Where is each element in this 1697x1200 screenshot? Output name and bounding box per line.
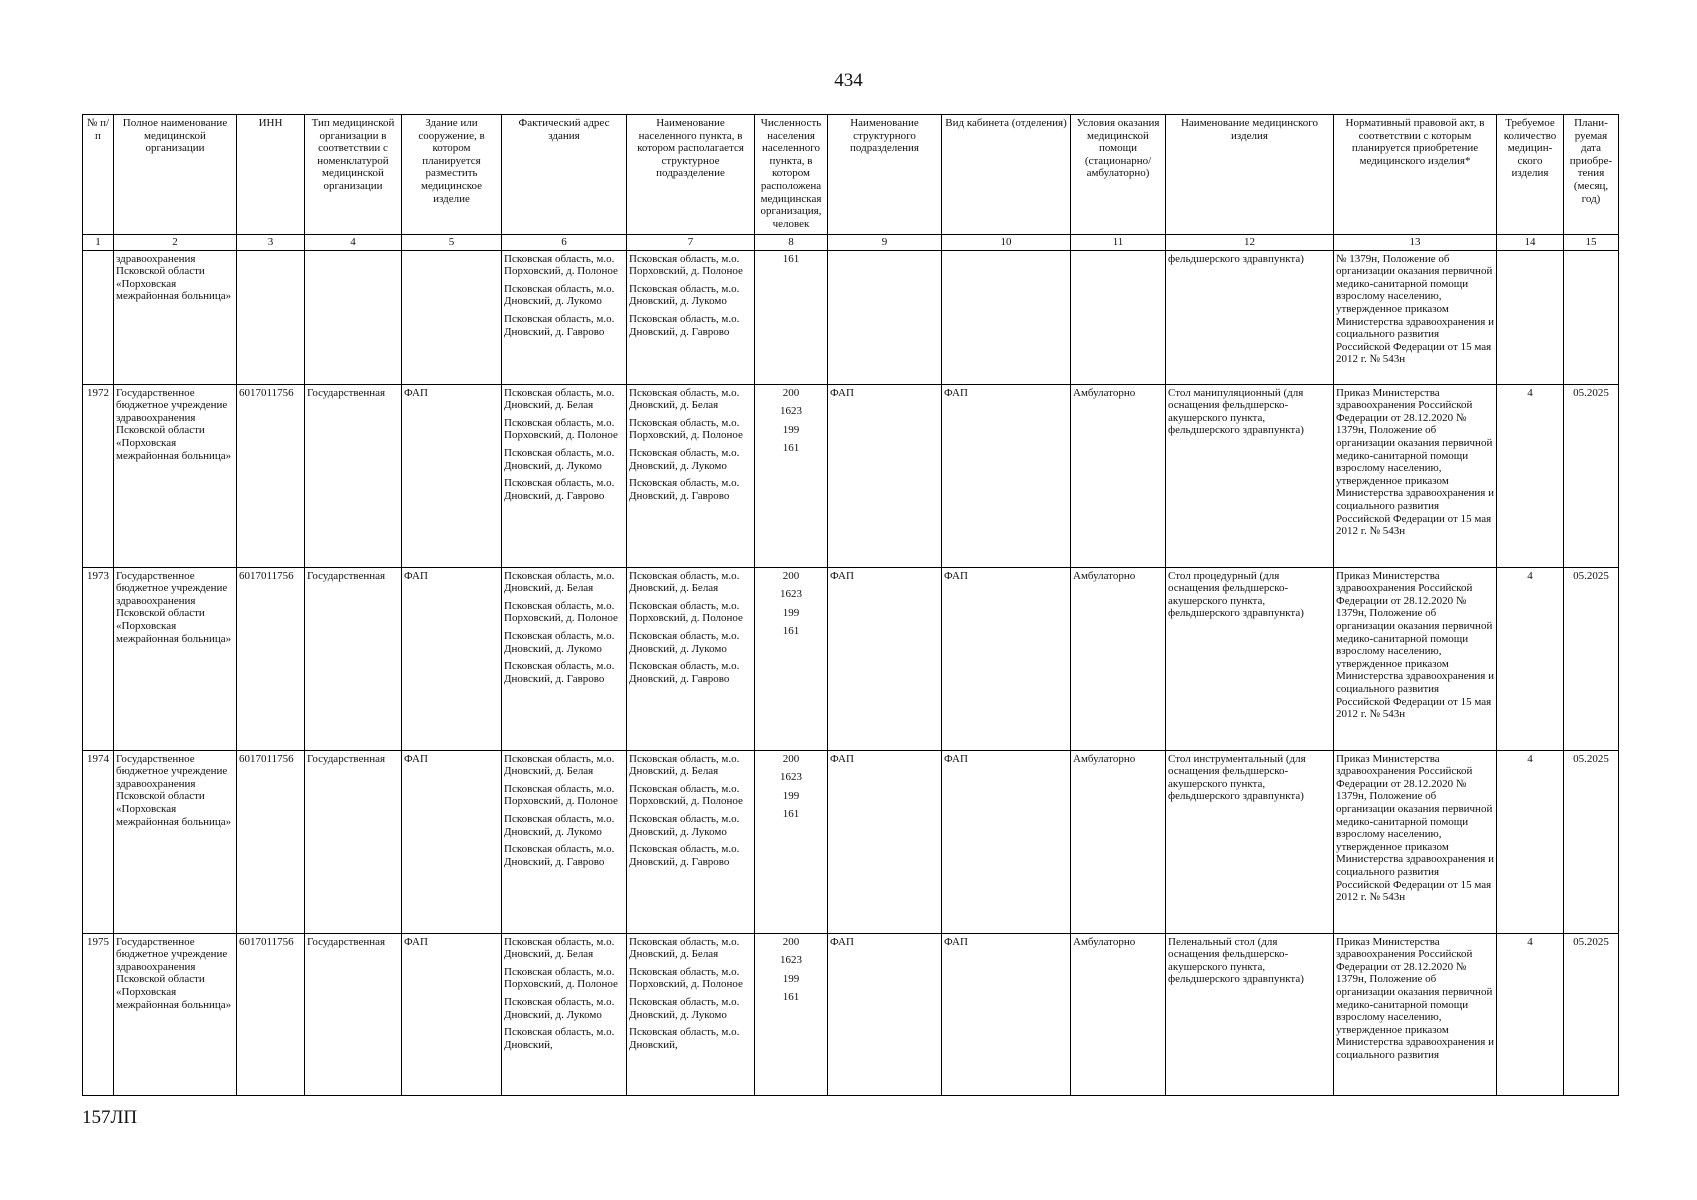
cell-date <box>1564 250 1619 384</box>
cell-population <box>755 384 828 567</box>
address-item: Псковская область, м.о. Дновский, д. Белая <box>504 569 615 595</box>
page-number: 434 <box>834 70 863 91</box>
column-number: 4 <box>305 235 402 251</box>
population-value: 1623 <box>780 588 802 601</box>
cell-cabinet <box>942 250 1071 384</box>
column-header: Наименование населенного пункта, в котором располагается структурное подразделение <box>627 115 755 235</box>
cell-device: Пеленальный стол (для оснащения фельдшерско-акушерского пункта, фельдшерского здравпункта) <box>1166 933 1334 1095</box>
population-value: 199 <box>782 789 800 802</box>
cell-qty: 4 <box>1497 567 1564 750</box>
cell-inn: 6017011756 <box>237 567 305 750</box>
cell-addresses <box>502 750 627 933</box>
cell-building <box>402 250 502 384</box>
population-value: 200 <box>782 569 800 582</box>
cell-population <box>755 250 828 384</box>
address-item: Псковская область, м.о. Дновский, д. Лукомо <box>504 282 615 308</box>
locality-item: Псковская область, м.о. Порховский, д. Полоное <box>629 782 743 808</box>
address-item: Псковская область, м.о. Дновский, д. Белая <box>504 752 615 778</box>
column-number: 8 <box>755 235 828 251</box>
cell-num <box>83 250 114 384</box>
cell-localities <box>627 750 755 933</box>
cell-localities <box>627 567 755 750</box>
locality-item: Псковская область, м.о. Дновский, д. Гаврово <box>629 660 740 685</box>
cell-localities <box>627 250 755 384</box>
table-row <box>83 384 1619 567</box>
column-header: Нормативный правовой акт, в соответствии с которым планируется приобретение медицинского изделия* <box>1334 115 1497 235</box>
cell-type: Государственная <box>305 933 402 1095</box>
locality-item: Псковская область, м.о. Дновский, д. Гаврово <box>629 477 740 502</box>
table-row <box>83 567 1619 750</box>
cell-qty: 4 <box>1497 933 1564 1095</box>
population-value: 199 <box>782 423 800 436</box>
locality-item: Псковская область, м.о. Дновский, д. Гаврово <box>629 312 740 338</box>
cell-subdivision <box>828 250 942 384</box>
column-number: 3 <box>237 235 305 251</box>
equipment-register-table <box>82 114 1619 1096</box>
cell-date: 05.2025 <box>1564 750 1619 933</box>
cell-act: Приказ Министерства здравоохранения Российской Федерации от 28.12.2020 № 1379н, Положение об организации оказания первичной медико-санитарной помощи взрослому населению, утвержденное приказом Министерства здравоохранения и социального развития Российской Федерации от 15 мая 2012 г. № 543н <box>1334 750 1497 933</box>
locality-item: Псковская область, м.о. Дновский, <box>629 1026 740 1051</box>
column-header: Тип медицинской организации в соответствии с номенклатурой медицинской организации <box>305 115 402 235</box>
column-header: № п/п <box>83 115 114 235</box>
header-row <box>83 115 1619 235</box>
column-header: Требуемое количество медицин-ского изделия <box>1497 115 1564 235</box>
cell-cabinet: ФАП <box>942 384 1071 567</box>
column-number: 5 <box>402 235 502 251</box>
address-item: Псковская область, м.о. Дновский, д. Лукомо <box>504 812 615 838</box>
cell-conditions: Амбулаторно <box>1071 933 1166 1095</box>
population-value: 200 <box>782 935 800 948</box>
cell-inn: 6017011756 <box>237 384 305 567</box>
locality-item: Псковская область, м.о. Порховский, д. Полоное <box>629 965 743 991</box>
cell-building: ФАП <box>402 384 502 567</box>
cell-population <box>755 567 828 750</box>
cell-date: 05.2025 <box>1564 933 1619 1095</box>
column-number: 13 <box>1334 235 1497 251</box>
population-value: 199 <box>782 606 800 619</box>
population-value: 200 <box>782 752 800 765</box>
cell-org: Государственное бюджетное учреждение здравоохранения Псковской области «Порховская межрайонная больница» <box>114 750 237 933</box>
column-header: Наименование структурного подразделения <box>828 115 942 235</box>
cell-type: Государственная <box>305 750 402 933</box>
locality-item: Псковская область, м.о. Дновский, д. Белая <box>629 752 740 778</box>
cell-population <box>755 933 828 1095</box>
address-item: Псковская область, м.о. Порховский, д. Полоное <box>504 416 618 442</box>
cell-localities <box>627 384 755 567</box>
address-item: Псковская область, м.о. Дновский, д. Лукомо <box>504 629 615 655</box>
column-number: 2 <box>114 235 237 251</box>
address-item: Псковская область, м.о. Дновский, д. Белая <box>504 935 615 961</box>
population-value: 200 <box>782 386 800 399</box>
cell-device: Стол процедурный (для оснащения фельдшерско-акушерского пункта, фельдшерского здравпункта) <box>1166 567 1334 750</box>
address-item: Псковская область, м.о. Дновский, д. Гаврово <box>504 312 615 338</box>
column-number: 9 <box>828 235 942 251</box>
cell-cabinet: ФАП <box>942 567 1071 750</box>
cell-org: Государственное бюджетное учреждение здравоохранения Псковской области «Порховская межрайонная больница» <box>114 567 237 750</box>
population-value: 161 <box>782 625 800 638</box>
address-item: Псковская область, м.о. Дновский, д. Гаврово <box>504 660 615 685</box>
column-header: Наименование медицинского изделия <box>1166 115 1334 235</box>
locality-item: Псковская область, м.о. Дновский, д. Белая <box>629 386 740 412</box>
population-value: 161 <box>782 252 800 265</box>
cell-type <box>305 250 402 384</box>
column-number: 14 <box>1497 235 1564 251</box>
locality-item: Псковская область, м.о. Дновский, д. Лукомо <box>629 812 740 838</box>
cell-date: 05.2025 <box>1564 567 1619 750</box>
column-number: 1 <box>83 235 114 251</box>
cell-addresses <box>502 250 627 384</box>
cell-conditions: Амбулаторно <box>1071 750 1166 933</box>
cell-building: ФАП <box>402 933 502 1095</box>
column-number-row <box>83 235 1619 251</box>
locality-item: Псковская область, м.о. Дновский, д. Белая <box>629 569 740 595</box>
cell-num: 1975 <box>83 933 114 1095</box>
cell-subdivision: ФАП <box>828 384 942 567</box>
cell-org: Государственное бюджетное учреждение здравоохранения Псковской области «Порховская межрайонная больница» <box>114 384 237 567</box>
cell-subdivision: ФАП <box>828 933 942 1095</box>
cell-device: Стол инструментальный (для оснащения фельдшерско-акушерского пункта, фельдшерского здравпункта) <box>1166 750 1334 933</box>
cell-act: Приказ Министерства здравоохранения Российской Федерации от 28.12.2020 № 1379н, Положение об организации оказания первичной медико-санитарной помощи взрослому населению, утвержденное приказом Министерства здравоохранения и социального развития Российской Федерации от 15 мая 2012 г. № 543н <box>1334 567 1497 750</box>
table-row <box>83 933 1619 1095</box>
cell-conditions: Амбулаторно <box>1071 567 1166 750</box>
column-header: Численность населения населенного пункта, в котором расположена медицинская организация, человек <box>755 115 828 235</box>
cell-qty: 4 <box>1497 384 1564 567</box>
cell-building: ФАП <box>402 750 502 933</box>
population-value: 1623 <box>780 954 802 967</box>
cell-date: 05.2025 <box>1564 384 1619 567</box>
table-row-continued <box>83 250 1619 384</box>
address-item: Псковская область, м.о. Порховский, д. Полоное <box>504 782 618 808</box>
cell-type: Государственная <box>305 384 402 567</box>
table-row <box>83 750 1619 933</box>
address-item: Псковская область, м.о. Дновский, д. Лукомо <box>504 995 615 1021</box>
population-value: 161 <box>782 808 800 821</box>
address-item: Псковская область, м.о. Порховский, д. Полоное <box>504 599 618 625</box>
column-number: 12 <box>1166 235 1334 251</box>
locality-item: Псковская область, м.о. Порховский, д. Полоное <box>629 416 743 442</box>
cell-device: фельдшерского здравпункта) <box>1166 250 1334 384</box>
cell-org: здравоохранения Псковской области «Порховская межрайонная больница» <box>114 250 237 384</box>
population-value: 161 <box>782 991 800 1004</box>
locality-item: Псковская область, м.о. Дновский, д. Лукомо <box>629 995 740 1021</box>
locality-item: Псковская область, м.о. Порховский, д. Полоное <box>629 599 743 625</box>
cell-subdivision: ФАП <box>828 567 942 750</box>
address-item: Псковская область, м.о. Дновский, д. Гаврово <box>504 843 615 868</box>
column-header: Вид кабинета (отделения) <box>942 115 1071 235</box>
address-item: Псковская область, м.о. Порховский, д. Полоное <box>504 252 618 278</box>
address-item: Псковская область, м.о. Дновский, д. Белая <box>504 386 615 412</box>
cell-addresses <box>502 933 627 1095</box>
column-header: Здание или сооружение, в котором планируется разместить медицинское изделие <box>402 115 502 235</box>
cell-act: № 1379н, Положение об организации оказания первичной медико-санитарной помощи взрослому населению, утвержденное приказом Министерства здравоохранения и социального развития Российской Федерации от 15 мая 2012 г. № 543н <box>1334 250 1497 384</box>
cell-conditions <box>1071 250 1166 384</box>
population-value: 1623 <box>780 405 802 418</box>
population-value: 161 <box>782 442 800 455</box>
population-value: 1623 <box>780 771 802 784</box>
column-header: ИНН <box>237 115 305 235</box>
cell-addresses <box>502 384 627 567</box>
cell-act: Приказ Министерства здравоохранения Российской Федерации от 28.12.2020 № 1379н, Положение об организации оказания первичной медико-санитарной помощи взрослому населению, утвержденное приказом Министерства здравоохранения и социального развития Российской Федерации от 15 мая 2012 г. № 543н <box>1334 384 1497 567</box>
cell-localities <box>627 933 755 1095</box>
column-number: 7 <box>627 235 755 251</box>
column-number: 11 <box>1071 235 1166 251</box>
address-item: Псковская область, м.о. Дновский, <box>504 1026 615 1051</box>
cell-org: Государственное бюджетное учреждение здравоохранения Псковской области «Порховская межрайонная больница» <box>114 933 237 1095</box>
column-header: Плани-руемая дата приобре-тения (месяц, год) <box>1564 115 1619 235</box>
column-header: Условия оказания медицинской помощи (стационарно/ амбулаторно) <box>1071 115 1166 235</box>
cell-conditions: Амбулаторно <box>1071 384 1166 567</box>
document-code: 157ЛП <box>82 1107 138 1128</box>
cell-qty <box>1497 250 1564 384</box>
cell-cabinet: ФАП <box>942 750 1071 933</box>
locality-item: Псковская область, м.о. Дновский, д. Лукомо <box>629 446 740 472</box>
locality-item: Псковская область, м.о. Порховский, д. Полоное <box>629 252 743 278</box>
population-value: 199 <box>782 972 800 985</box>
cell-num: 1974 <box>83 750 114 933</box>
cell-population <box>755 750 828 933</box>
address-item: Псковская область, м.о. Порховский, д. Полоное <box>504 965 618 991</box>
locality-item: Псковская область, м.о. Дновский, д. Лукомо <box>629 282 740 308</box>
cell-addresses <box>502 567 627 750</box>
column-number: 6 <box>502 235 627 251</box>
cell-inn <box>237 250 305 384</box>
cell-act: Приказ Министерства здравоохранения Российской Федерации от 28.12.2020 № 1379н, Положение об организации оказания первичной медико-санитарной помощи взрослому населению, утвержденное приказом Министерства здравоохранения и социального развития <box>1334 933 1497 1095</box>
locality-item: Псковская область, м.о. Дновский, д. Гаврово <box>629 843 740 868</box>
cell-inn: 6017011756 <box>237 933 305 1095</box>
column-header: Фактический адрес здания <box>502 115 627 235</box>
cell-cabinet: ФАП <box>942 933 1071 1095</box>
cell-subdivision: ФАП <box>828 750 942 933</box>
cell-num: 1972 <box>83 384 114 567</box>
cell-device: Стол манипуляционный (для оснащения фельдшерско-акушерского пункта, фельдшерского здравпункта) <box>1166 384 1334 567</box>
cell-inn: 6017011756 <box>237 750 305 933</box>
locality-item: Псковская область, м.о. Дновский, д. Лукомо <box>629 629 740 655</box>
address-item: Псковская область, м.о. Дновский, д. Гаврово <box>504 477 615 502</box>
cell-qty: 4 <box>1497 750 1564 933</box>
column-header: Полное наименование медицинской организации <box>114 115 237 235</box>
cell-type: Государственная <box>305 567 402 750</box>
locality-item: Псковская область, м.о. Дновский, д. Белая <box>629 935 740 961</box>
column-number: 10 <box>942 235 1071 251</box>
address-item: Псковская область, м.о. Дновский, д. Лукомо <box>504 446 615 472</box>
cell-building: ФАП <box>402 567 502 750</box>
column-number: 15 <box>1564 235 1619 251</box>
cell-num: 1973 <box>83 567 114 750</box>
